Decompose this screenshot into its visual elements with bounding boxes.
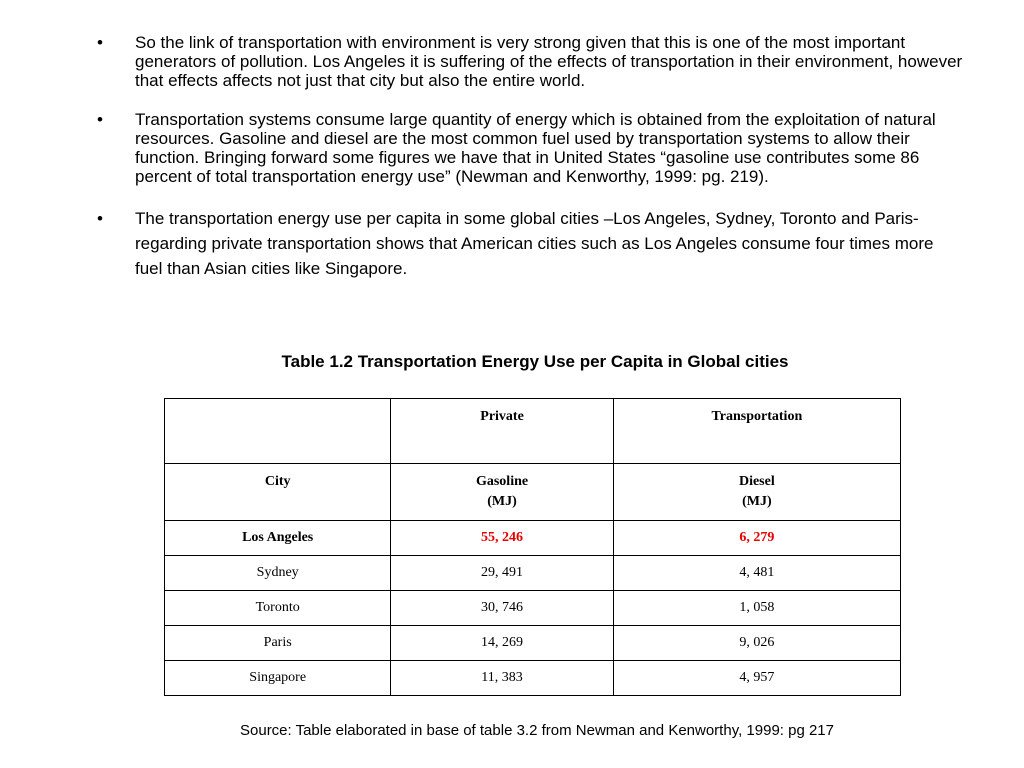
city-cell: Singapore [165,661,391,696]
bullet-marker: • [97,209,103,228]
diesel-header: Diesel [738,474,775,489]
diesel-cell: 1, 058 [613,591,900,626]
bullet-item [95,206,965,281]
bullet-text: Transportation systems consume large quantity of energy which is obtained from the exploitation of natural resources. Gasoline and diesel are the most common fuel used by transportation systems to allow their function. Bringing forward some figures we have that in United States “gasoline use contributes some 86 percent of total transportation energy use” (Newman and Kenworthy, 1999: pg. 219). [135,110,936,186]
gasoline-cell: 11, 383 [391,661,613,696]
bullet-marker: • [97,110,103,129]
table-subheader-row [165,464,901,521]
header-cell-private: Private [391,399,613,464]
table-title: Table 1.2 Transportation Energy Use per Capita in Global cities [281,352,789,371]
table-header-row [165,399,901,464]
gasoline-cell: 30, 746 [391,591,613,626]
energy-table [164,398,901,696]
bullet-list [95,33,965,301]
header-cell-gasoline [391,464,613,521]
gasoline-header: Gasoline [475,474,529,489]
source-note: Source: Table elaborated in base of table 3.2 from Newman and Kenworthy, 1999: pg 217 [240,722,834,739]
header-cell-city [165,464,391,521]
city-cell: Los Angeles [165,521,391,556]
diesel-cell: 9, 026 [613,626,900,661]
header-cell-diesel [613,464,900,521]
diesel-cell: 4, 481 [613,556,900,591]
bullet-marker: • [97,33,103,52]
gasoline-cell: 29, 491 [391,556,613,591]
city-cell: Paris [165,626,391,661]
city-cell: Toronto [165,591,391,626]
city-cell: Sydney [165,556,391,591]
table-row [165,556,901,591]
table-row [165,661,901,696]
diesel-cell: 4, 957 [613,661,900,696]
bullet-text: The transportation energy use per capita in some global cities –Los Angeles, Sydney, Toronto and Paris- regarding private transportation shows that American cities such as Los Angeles consume four times more fuel than Asian cities like Singapore. [135,209,934,278]
bullet-item [95,110,965,186]
city-header: City [264,474,291,489]
header-cell-transportation: Transportation [613,399,900,464]
gasoline-cell: 14, 269 [391,626,613,661]
gasoline-cell: 55, 246 [391,521,613,556]
table-row [165,521,901,556]
bullet-item [95,33,965,90]
bullet-text: So the link of transportation with environment is very strong given that this is one of the most important generators of pollution. Los Angeles it is suffering of the effects of transportation in their environment, however that effects affects not just that city but also the entire world. [135,33,963,90]
header-cell [165,399,391,464]
table-row [165,626,901,661]
gasoline-unit: (MJ) [487,494,517,509]
diesel-unit: (MJ) [742,494,772,509]
table-row [165,591,901,626]
diesel-cell: 6, 279 [613,521,900,556]
